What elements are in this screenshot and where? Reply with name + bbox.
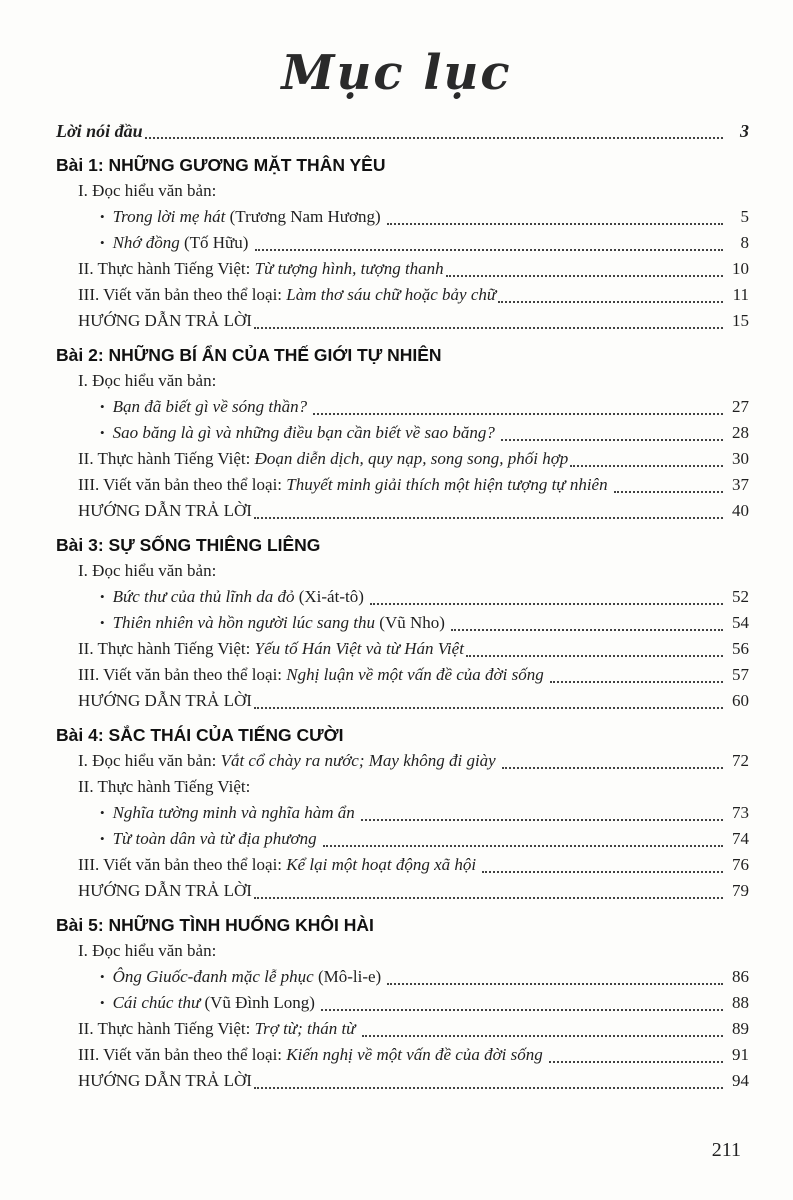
toc-entry [56,990,749,1016]
toc-entry [56,308,749,334]
section-entries [56,368,749,524]
toc [0,104,793,1094]
preface-page-number: 3 [740,121,749,141]
entry-page-number: 72 [732,751,749,770]
entry-page-number: 40 [732,501,749,520]
leader-dots [498,301,723,303]
leader-dots [323,845,723,847]
preface-label: Lời nói đầu [56,121,143,141]
entry-prefix: HƯỚNG DẪN TRẢ LỜI [78,1071,252,1090]
entry-page-number: 28 [732,423,749,442]
leader-dots [387,983,723,985]
toc-entry [56,1016,749,1042]
toc-entry [56,282,749,308]
entry-page-number: 10 [732,259,749,278]
leader-dots [549,1061,723,1063]
section-heading: Bài 4: SẮC THÁI CỦA TIẾNG CƯỜI [56,725,344,745]
leader-dots [451,629,723,631]
entry-suffix: (Vũ Đình Long) [200,993,320,1012]
entry-prefix: II. Thực hành Tiếng Việt: [78,639,255,658]
toc-entry [56,774,749,800]
entry-prefix: III. Viết văn bản theo thể loại: [78,855,287,874]
entry-title: Nghĩa tường minh và nghĩa hàm ẩn [112,803,355,822]
section-entries [56,558,749,714]
toc-entry [56,446,749,472]
bullet-icon: • [100,425,105,440]
entry-page-number: 76 [732,855,749,874]
section-heading: Bài 1: NHỮNG GƯƠNG MẶT THÂN YÊU [56,155,386,175]
entry-title: Thiên nhiên và hồn người lúc sang thu [112,613,376,632]
toc-entry [56,204,749,230]
leader-dots [550,681,723,683]
entry-suffix [544,662,548,688]
entry-suffix [543,1042,547,1068]
entry-title: Thuyết minh giải thích một hiện tượng tự nhiên [286,475,608,494]
entry-page-number: 89 [732,1019,749,1038]
entry-prefix: I. Đọc hiểu văn bản: [78,941,217,960]
entry-suffix [608,472,612,498]
section-entries [56,938,749,1094]
leader-dots [614,491,723,493]
section-entries [56,748,749,904]
leader-dots [482,871,723,873]
entry-suffix: (Mô-li-e) [313,967,386,986]
toc-entry [56,256,749,282]
bullet-icon: • [100,969,105,984]
entry-title: Cái chúc thư [112,993,201,1012]
toc-entry [56,420,749,446]
entry-title: Nghị luận về một vấn đề của đời sống [286,665,544,684]
entry-suffix [476,852,480,878]
bullet-icon: • [100,209,105,224]
toc-entry [56,636,749,662]
entry-title: Từ toàn dân và từ địa phương [112,829,317,848]
toc-entry [56,938,749,964]
toc-section [56,532,749,714]
entry-prefix: HƯỚNG DẪN TRẢ LỜI [78,881,252,900]
entry-suffix: (Xi-át-tô) [294,587,369,606]
toc-entry [56,178,749,204]
entry-prefix: II. Thực hành Tiếng Việt: [78,259,255,278]
bullet-icon: • [100,399,105,414]
toc-entry [56,878,749,904]
toc-entry [56,394,749,420]
bullet-icon: • [100,235,105,250]
leader-dots [255,249,723,251]
entry-title: Ông Giuốc-đanh mặc lễ phục [112,967,314,986]
entry-suffix [355,1016,359,1042]
section-heading: Bài 3: SỰ SỐNG THIÊNG LIÊNG [56,535,321,555]
entry-page-number: 73 [732,803,749,822]
section-entries [56,178,749,334]
entry-page-number: 11 [732,285,749,304]
entry-prefix: II. Thực hành Tiếng Việt: [78,1019,255,1038]
entry-suffix: (Tố Hữu) [179,233,253,252]
toc-entry [56,662,749,688]
leader-dots [466,655,723,657]
entry-page-number: 30 [732,449,749,468]
toc-section [56,912,749,1094]
section-heading: Bài 2: NHỮNG BÍ ẨN CỦA THẾ GIỚI TỰ NHIÊN [56,345,442,365]
toc-entry [56,800,749,826]
entry-page-number: 54 [732,613,749,632]
leader-dots [502,767,723,769]
leader-dots [387,223,723,225]
leader-dots [254,327,723,329]
entry-page-number: 37 [732,475,749,494]
toc-entry [56,472,749,498]
entry-title: Bức thư của thủ lĩnh da đỏ [112,587,295,606]
entry-title: Trợ từ; thán từ [254,1019,356,1038]
entry-suffix [496,748,500,774]
section-heading: Bài 5: NHỮNG TÌNH HUỐNG KHÔI HÀI [56,915,374,935]
leader-dots [446,275,723,277]
bullet-icon: • [100,831,105,846]
entry-prefix: II. Thực hành Tiếng Việt: [78,449,255,468]
entry-page-number: 88 [732,993,749,1012]
leader-dots [254,1087,723,1089]
entry-page-number: 60 [732,691,749,710]
leader-dots [254,897,723,899]
entry-page-number: 86 [732,967,749,986]
toc-entry [56,230,749,256]
toc-entry [56,688,749,714]
preface-entry [56,118,749,144]
toc-entry [56,610,749,636]
toc-section [56,152,749,334]
entry-page-number: 91 [732,1045,749,1064]
entry-title: Trong lời mẹ hát [112,207,226,226]
entry-suffix [317,826,321,852]
leader-dots [362,1035,723,1037]
entry-page-number: 94 [732,1071,749,1090]
entry-title: Kể lại một hoạt động xã hội [286,855,477,874]
leader-dots [370,603,723,605]
entry-page-number: 8 [740,233,749,252]
toc-entry [56,1042,749,1068]
entry-title: Bạn đã biết gì về sóng thần? [112,397,308,416]
toc-section [56,722,749,904]
bullet-icon: • [100,615,105,630]
leader-dots [321,1009,723,1011]
leader-dots [501,439,723,441]
toc-entry [56,498,749,524]
toc-entry [56,1068,749,1094]
entry-page-number: 79 [732,881,749,900]
toc-entry [56,964,749,990]
toc-section [56,342,749,524]
entry-suffix [307,394,311,420]
footer-page-number: 211 [711,1139,741,1161]
entry-prefix: II. Thực hành Tiếng Việt: [78,777,251,796]
leader-dots [145,137,723,139]
entry-prefix: HƯỚNG DẪN TRẢ LỜI [78,311,252,330]
entry-prefix: III. Viết văn bản theo thể loại: [78,285,287,304]
toc-entry [56,368,749,394]
entry-title: Làm thơ sáu chữ hoặc bảy chữ [286,285,497,304]
entry-prefix: I. Đọc hiểu văn bản: [78,561,217,580]
entry-suffix: (Vũ Nho) [375,613,450,632]
entry-prefix: I. Đọc hiểu văn bản: [78,181,217,200]
entry-title: Nhớ đồng [112,233,180,252]
leader-dots [313,413,723,415]
bullet-icon: • [100,995,105,1010]
entry-suffix: (Trương Nam Hương) [225,207,385,226]
toc-entry [56,852,749,878]
entry-title: Kiến nghị về một vấn đề của đời sống [286,1045,543,1064]
toc-entry [56,558,749,584]
entry-title: Sao băng là gì và những điều bạn cần biết về sao băng? [112,423,495,442]
entry-prefix: III. Viết văn bản theo thể loại: [78,665,287,684]
entry-title: Đoạn diễn dịch, quy nạp, song song, phối hợp [254,449,569,468]
leader-dots [570,465,723,467]
toc-entry [56,826,749,852]
bullet-icon: • [100,589,105,604]
bullet-icon: • [100,805,105,820]
entry-page-number: 15 [732,311,749,330]
leader-dots [361,819,723,821]
entry-prefix: I. Đọc hiểu văn bản: [78,371,217,390]
entry-page-number: 5 [740,207,749,226]
entry-title: Vắt cổ chày ra nước; May không đi giày [220,751,496,770]
toc-entry [56,748,749,774]
entry-prefix: HƯỚNG DẪN TRẢ LỜI [78,501,252,520]
page-title: Mục lục [281,45,512,101]
entry-suffix [355,800,359,826]
entry-prefix: III. Viết văn bản theo thể loại: [78,1045,287,1064]
entry-prefix: III. Viết văn bản theo thể loại: [78,475,287,494]
toc-entry [56,584,749,610]
leader-dots [254,517,723,519]
entry-page-number: 57 [732,665,749,684]
entry-page-number: 74 [732,829,749,848]
leader-dots [254,707,723,709]
entry-title: Yếu tố Hán Việt và từ Hán Việt [254,639,464,658]
entry-page-number: 52 [732,587,749,606]
entry-title: Từ tượng hình, tượng thanh [254,259,444,278]
entry-prefix: I. Đọc hiểu văn bản: [78,751,221,770]
entry-suffix [495,420,499,446]
entry-page-number: 56 [732,639,749,658]
entry-prefix: HƯỚNG DẪN TRẢ LỜI [78,691,252,710]
entry-page-number: 27 [732,397,749,416]
